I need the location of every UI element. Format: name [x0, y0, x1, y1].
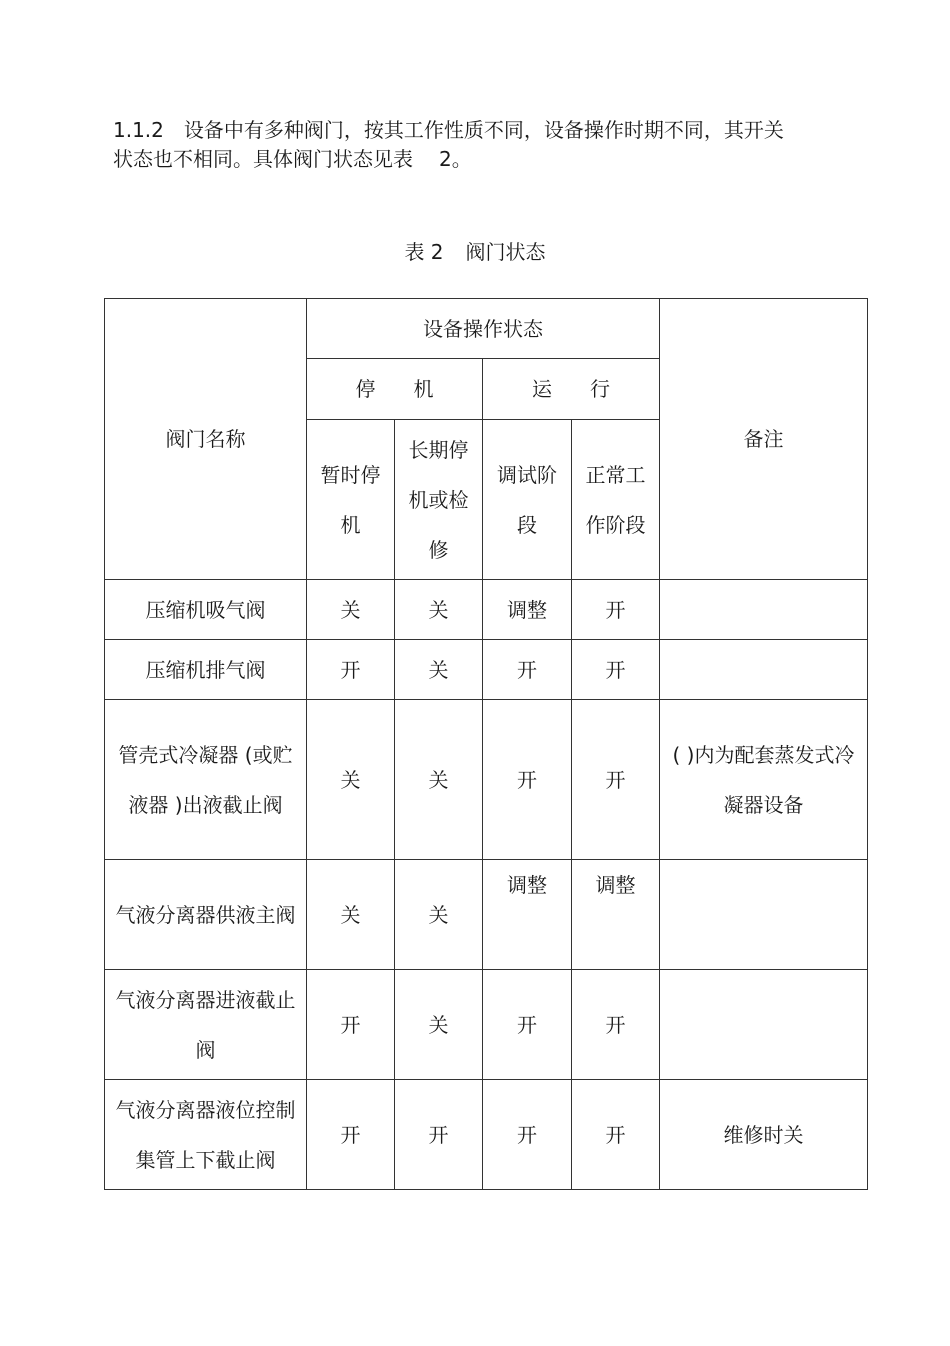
cell-debug: 开	[483, 640, 572, 700]
table-row	[105, 1080, 868, 1190]
caption-label: 表 2	[404, 240, 444, 264]
table-row	[105, 970, 868, 1080]
header-row-1	[105, 299, 868, 359]
cell-remark	[660, 860, 868, 970]
table-caption	[0, 236, 950, 265]
caption-title: 阀门状态	[465, 240, 546, 264]
table-row	[105, 580, 868, 640]
cell-temp-stop: 关	[307, 700, 395, 860]
valve-name: 气液分离器液位控制集管上下截止阀	[105, 1080, 307, 1190]
cell-temp-stop: 关	[307, 860, 395, 970]
cell-normal: 开	[572, 580, 660, 640]
header-operation-state: 设备操作状态	[307, 299, 660, 359]
valve-name: 压缩机排气阀	[105, 640, 307, 700]
cell-temp-stop: 关	[307, 580, 395, 640]
cell-remark: ( )内为配套蒸发式冷凝器设备	[660, 700, 868, 860]
header-stop-char-1: 停	[355, 377, 376, 401]
intro-paragraph	[113, 116, 833, 174]
paragraph-line-1: 设备中有多种阀门，按其工作性质不同，设备操作时期不同，其开关	[183, 118, 784, 142]
table-row	[105, 700, 868, 860]
cell-remark	[660, 580, 868, 640]
cell-long-stop: 关	[395, 970, 483, 1080]
header-normal: 正常工作阶段	[572, 420, 660, 580]
cell-long-stop: 关	[395, 860, 483, 970]
cell-remark	[660, 640, 868, 700]
cell-long-stop: 关	[395, 640, 483, 700]
table-row	[105, 860, 868, 970]
cell-long-stop: 开	[395, 1080, 483, 1190]
cell-temp-stop: 开	[307, 1080, 395, 1190]
cell-debug: 开	[483, 970, 572, 1080]
table-row	[105, 640, 868, 700]
header-long-stop: 长期停机或检修	[395, 420, 483, 580]
valve-name: 压缩机吸气阀	[105, 580, 307, 640]
header-run	[483, 359, 660, 420]
paragraph-line-2: 状态也不相同。具体阀门状态见表	[113, 147, 413, 171]
cell-debug: 开	[483, 700, 572, 860]
cell-temp-stop: 开	[307, 970, 395, 1080]
cell-normal: 开	[572, 1080, 660, 1190]
cell-normal: 开	[572, 970, 660, 1080]
header-valve-name: 阀门名称	[105, 299, 307, 580]
cell-debug: 调整	[483, 860, 572, 970]
cell-normal: 调整	[572, 860, 660, 970]
cell-normal: 开	[572, 640, 660, 700]
valve-name: 气液分离器供液主阀	[105, 860, 307, 970]
header-stop	[307, 359, 483, 420]
cell-remark: 维修时关	[660, 1080, 868, 1190]
header-debug: 调试阶段	[483, 420, 572, 580]
section-number: 1.1.2	[113, 118, 164, 142]
cell-debug: 调整	[483, 580, 572, 640]
table-reference: 2。	[439, 147, 472, 171]
header-temp-stop: 暂时停机	[307, 420, 395, 580]
cell-debug: 开	[483, 1080, 572, 1190]
cell-remark	[660, 970, 868, 1080]
header-stop-char-2: 机	[413, 377, 434, 401]
header-run-char-1: 运	[532, 377, 552, 401]
valve-name: 气液分离器进液截止阀	[105, 970, 307, 1080]
header-remark: 备注	[660, 299, 868, 580]
valve-name: 管壳式冷凝器 (或贮液器 )出液截止阀	[105, 700, 307, 860]
cell-long-stop: 关	[395, 700, 483, 860]
cell-normal: 开	[572, 700, 660, 860]
header-run-char-2: 行	[590, 377, 610, 401]
cell-long-stop: 关	[395, 580, 483, 640]
valve-state-table	[104, 298, 868, 1190]
cell-temp-stop: 开	[307, 640, 395, 700]
